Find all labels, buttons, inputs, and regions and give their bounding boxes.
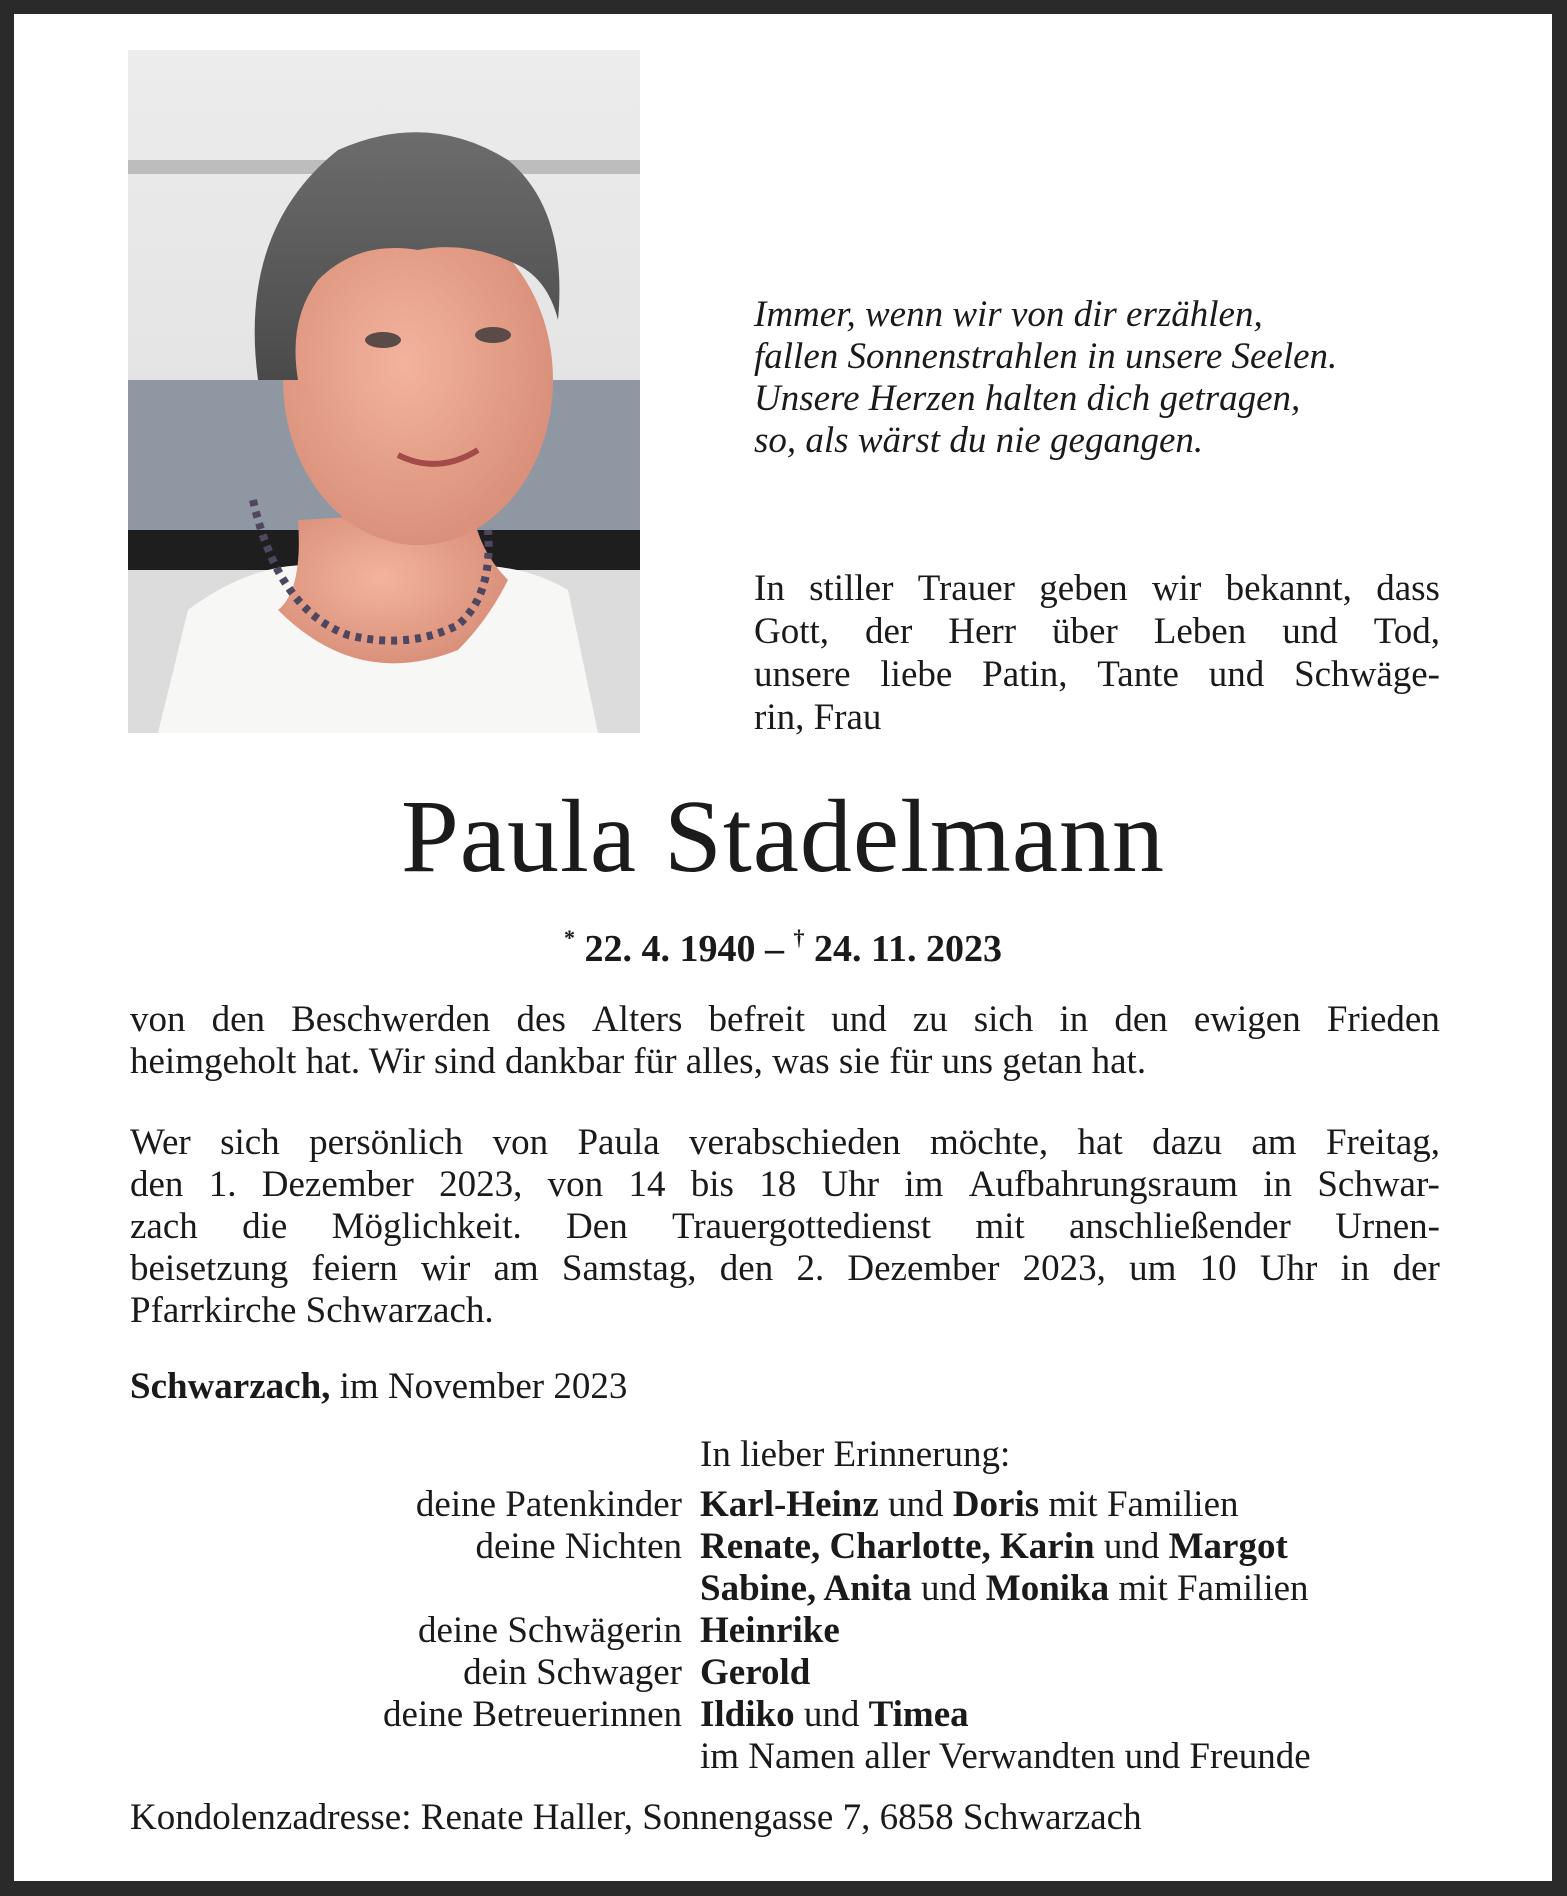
word: Beschwerden xyxy=(291,999,491,1040)
word: zach xyxy=(130,1206,198,1247)
mourner-names xyxy=(700,1610,840,1652)
intro-line xyxy=(754,567,1440,610)
place-date-line xyxy=(130,1366,627,1408)
word: möchte, xyxy=(930,1122,1049,1163)
mourners-closing: im Namen aller Verwandten und Freunde xyxy=(700,1736,1311,1777)
portrait-photo xyxy=(128,50,640,733)
mourner-name: Timea xyxy=(868,1694,969,1735)
word: verabschieden xyxy=(689,1122,901,1163)
word: den xyxy=(211,999,266,1040)
place: Schwarzach, xyxy=(130,1366,331,1407)
word: über xyxy=(1052,611,1118,652)
mourner-names xyxy=(700,1652,810,1694)
word: feiern xyxy=(311,1248,398,1289)
word: im xyxy=(904,1164,944,1205)
word: am xyxy=(493,1248,539,1289)
mourner-name: Ildiko xyxy=(700,1694,795,1735)
word: beisetzung xyxy=(130,1248,289,1289)
mourner-row xyxy=(14,1484,1552,1526)
word: der xyxy=(865,611,913,652)
mourner-role: deine Nichten xyxy=(475,1526,682,1567)
word: Uhr xyxy=(821,1164,880,1205)
word: Schwäge- xyxy=(1294,654,1440,695)
date: im November 2023 xyxy=(339,1366,628,1407)
word: Patin, xyxy=(982,654,1068,695)
word: und xyxy=(831,999,887,1040)
word: 18 xyxy=(759,1164,797,1205)
word: In xyxy=(754,568,785,609)
word: Gott, xyxy=(754,611,830,652)
word: und xyxy=(1282,611,1338,652)
birth-date: 22. 4. 1940 – xyxy=(584,928,785,970)
obituary-page xyxy=(14,14,1552,1881)
mourner-row xyxy=(14,1652,1552,1694)
condolence-address: Kondolenzadresse: Renate Haller, Sonnengasse 7, 6858 Schwarzach xyxy=(130,1797,1142,1838)
text-line xyxy=(130,1164,1440,1206)
mourner-role: deine Schwägerin xyxy=(417,1610,682,1651)
word: unsere xyxy=(754,654,851,695)
mourner-role: deine Patenkinder xyxy=(415,1484,682,1525)
word: mit xyxy=(975,1206,1025,1247)
mourners-heading: In lieber Erinnerung: xyxy=(700,1434,1011,1475)
word: Herr xyxy=(948,611,1017,652)
word: der xyxy=(1392,1248,1440,1289)
word: geben xyxy=(1039,568,1128,609)
word: hat xyxy=(1077,1122,1123,1163)
word: sich xyxy=(220,1122,280,1163)
text-line xyxy=(130,999,1440,1041)
mourner-name: Renate, Charlotte, Karin xyxy=(700,1526,1095,1567)
poem-line: Unsere Herzen halten dich getragen, xyxy=(754,378,1301,419)
word: Wer xyxy=(130,1122,191,1163)
word: Dezember xyxy=(261,1164,414,1205)
mourner-name: Margot xyxy=(1168,1526,1288,1567)
conjunction: und xyxy=(921,1568,977,1609)
mourner-name: Heinrike xyxy=(700,1610,840,1651)
death-symbol: † xyxy=(793,925,805,950)
word: Trauergottedienst xyxy=(672,1206,931,1247)
text-line xyxy=(130,1122,1440,1164)
word: dazu xyxy=(1152,1122,1222,1163)
mourner-suffix: mit Familien xyxy=(1048,1484,1239,1525)
mourner-name: Doris xyxy=(952,1484,1040,1525)
word: Dezember xyxy=(847,1248,1000,1289)
word: wir xyxy=(420,1248,471,1289)
word: Samstag, xyxy=(561,1248,697,1289)
word: den xyxy=(130,1164,184,1205)
word: von xyxy=(130,999,186,1040)
word: Schwar- xyxy=(1317,1164,1440,1205)
text-line: heimgeholt hat. Wir sind dankbar für alles, was sie für uns getan hat. xyxy=(130,1041,1147,1082)
conjunction: und xyxy=(803,1694,860,1735)
paragraph-farewell xyxy=(130,1122,1440,1332)
mourner-row xyxy=(14,1694,1552,1736)
word: des xyxy=(516,999,566,1040)
word: 1. xyxy=(208,1164,237,1205)
intro-line: rin, Frau xyxy=(754,697,882,738)
word: anschließender xyxy=(1068,1206,1291,1247)
word: Freitag, xyxy=(1325,1122,1440,1163)
word: bis xyxy=(690,1164,734,1205)
mourner-names xyxy=(700,1526,1288,1568)
poem-line: Immer, wenn wir von dir erzählen, xyxy=(754,294,1263,335)
mourner-names xyxy=(700,1484,1239,1526)
word: wir xyxy=(1151,568,1202,609)
conjunction: und xyxy=(888,1484,944,1525)
mourner-row xyxy=(14,1610,1552,1652)
word: befreit xyxy=(708,999,806,1040)
word: ewigen xyxy=(1193,999,1301,1040)
word: 10 xyxy=(1199,1248,1237,1289)
word: Uhr xyxy=(1259,1248,1318,1289)
word: dass xyxy=(1376,568,1440,609)
word: Aufbahrungsraum xyxy=(968,1164,1238,1205)
mourner-name: Monika xyxy=(985,1568,1110,1609)
conjunction: und xyxy=(1103,1526,1160,1567)
word: Alters xyxy=(591,999,683,1040)
word: zu xyxy=(912,999,948,1040)
text-line xyxy=(130,1206,1440,1248)
intro-line xyxy=(754,653,1440,696)
text-line xyxy=(130,1248,1440,1290)
word: Tod, xyxy=(1373,611,1440,652)
word: persönlich xyxy=(309,1122,464,1163)
word: am xyxy=(1251,1122,1297,1163)
word: in xyxy=(1340,1248,1370,1289)
portrait-illustration xyxy=(128,50,640,733)
word: 2023, xyxy=(439,1164,523,1205)
deceased-name: Paula Stadelmann xyxy=(400,779,1166,894)
mourner-suffix: mit Familien xyxy=(1118,1568,1309,1609)
word: sich xyxy=(973,999,1034,1040)
mourner-names xyxy=(700,1568,1309,1610)
mourner-row xyxy=(14,1526,1552,1568)
word: liebe xyxy=(880,654,953,695)
life-dates xyxy=(14,916,1552,971)
word: Tante xyxy=(1097,654,1179,695)
death-date: 24. 11. 2023 xyxy=(814,928,1002,970)
text-line: Pfarrkirche Schwarzach. xyxy=(130,1290,494,1331)
word: Urnen- xyxy=(1335,1206,1440,1247)
mourner-role: deine Betreuerinnen xyxy=(383,1694,682,1735)
word: 14 xyxy=(628,1164,666,1205)
word: von xyxy=(492,1122,549,1163)
word: in xyxy=(1059,999,1089,1040)
mourner-names xyxy=(700,1694,969,1736)
poem xyxy=(754,294,1474,462)
announcement-intro xyxy=(754,567,1440,739)
word: Möglichkeit. xyxy=(331,1206,522,1247)
word: Paula xyxy=(577,1122,660,1163)
paragraph-release xyxy=(130,999,1440,1083)
mourner-role: dein Schwager xyxy=(463,1652,682,1693)
word: Frieden xyxy=(1326,999,1440,1040)
word: in xyxy=(1263,1164,1293,1205)
birth-symbol: * xyxy=(564,925,576,950)
mourners-list xyxy=(14,1484,1552,1778)
word: 2. xyxy=(796,1248,825,1289)
mourner-name: Karl-Heinz xyxy=(700,1484,879,1525)
mourner-row xyxy=(14,1568,1552,1610)
word: um xyxy=(1129,1248,1177,1289)
word: Trauer xyxy=(917,568,1015,609)
intro-line xyxy=(754,610,1440,653)
word: den xyxy=(719,1248,774,1289)
word: von xyxy=(547,1164,604,1205)
word: bekannt, xyxy=(1225,568,1352,609)
word: stiller xyxy=(809,568,894,609)
word: Den xyxy=(566,1206,628,1247)
word: die xyxy=(242,1206,288,1247)
word: und xyxy=(1208,654,1265,695)
word: 2023, xyxy=(1022,1248,1106,1289)
mourner-row xyxy=(14,1736,1552,1778)
mourner-name: Sabine, Anita xyxy=(700,1568,912,1609)
word: den xyxy=(1114,999,1168,1040)
poem-line: fallen Sonnenstrahlen in unsere Seelen. xyxy=(754,336,1338,377)
word: Leben xyxy=(1153,611,1247,652)
mourner-name: Gerold xyxy=(700,1652,811,1693)
poem-line: so, als wärst du nie gegangen. xyxy=(754,420,1204,461)
